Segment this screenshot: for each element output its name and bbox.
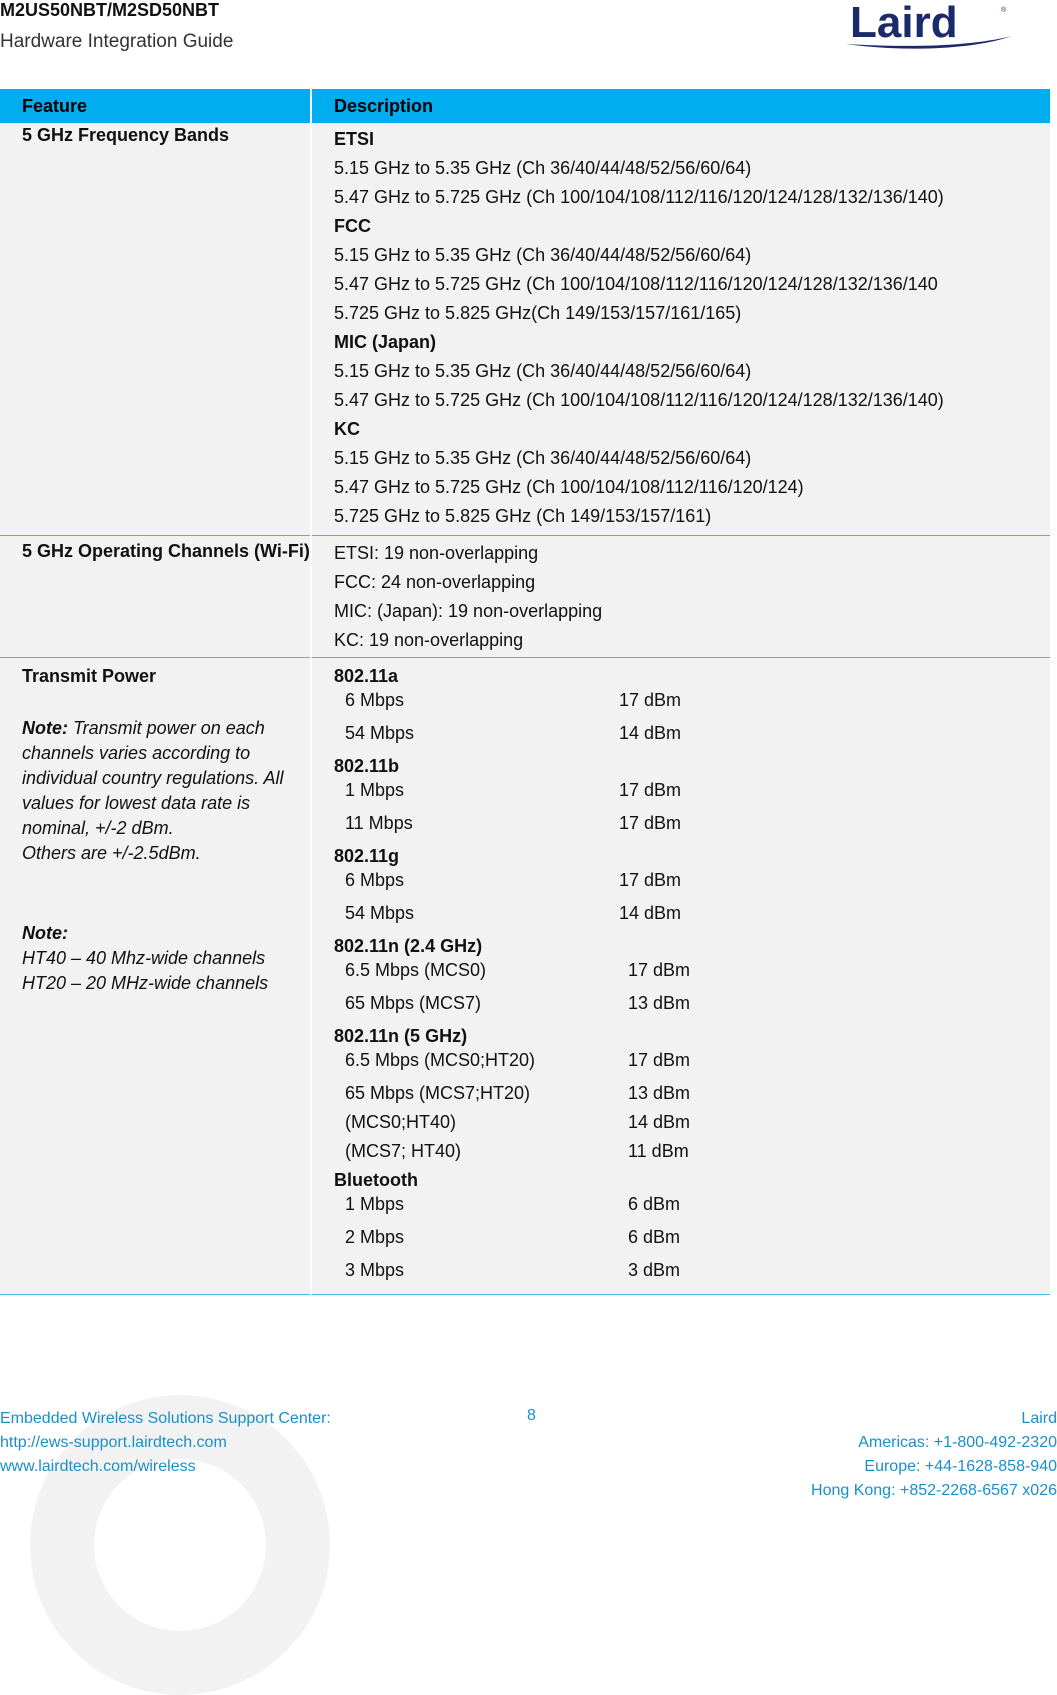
company-name: Laird (1021, 1410, 1057, 1427)
footer-left (0, 1407, 331, 1479)
mode-heading: Bluetooth (334, 1170, 418, 1190)
power-row (334, 1258, 1050, 1282)
note-text: Transmit power on each channels varies according to individual country regulations. All values for lowest data rate is nominal, +/-2 dBm. (22, 718, 284, 838)
feature-frequency-bands: 5 GHz Frequency Bands (0, 123, 311, 536)
power-row (334, 811, 1050, 835)
power-row (334, 1192, 1050, 1216)
operating-channel-list (334, 541, 1050, 652)
power-row (334, 901, 1050, 925)
power-row (334, 1139, 1050, 1163)
note-label: Note: (22, 718, 68, 738)
mode-heading: 802.11n (2.4 GHz) (334, 936, 483, 956)
doc-subtitle: Hardware Integration Guide (0, 31, 234, 52)
col-feature-header: Feature (0, 89, 311, 123)
power-row (334, 958, 1050, 982)
power-value: 6 dBm (628, 1194, 681, 1214)
feature-operating-channels: 5 GHz Operating Channels (Wi-Fi) (0, 536, 311, 658)
ht-note-label: Note: (22, 923, 68, 943)
page-number: 8 (527, 1407, 536, 1424)
band-line: 5.47 GHz to 5.725 GHz (Ch 100/104/108/112/116/120/124/128/132/136/140 (334, 274, 938, 294)
rate-label: 6.5 Mbps (MCS0;HT20) (345, 1050, 536, 1070)
power-row (334, 1081, 1050, 1105)
support-url-link[interactable]: http://ews-support.lairdtech.com (0, 1434, 227, 1451)
phone-americas: Americas: +1-800-492-2320 (858, 1434, 1057, 1451)
power-row (334, 688, 1050, 712)
band-line: 5.725 GHz to 5.825 GHz(Ch 149/153/157/161/165) (334, 303, 742, 323)
rate-label: 3 Mbps (345, 1260, 405, 1280)
mode-heading: 802.11n (5 GHz) (334, 1026, 468, 1046)
region-heading: FCC (334, 216, 371, 236)
power-row (334, 1110, 1050, 1134)
power-value: 6 dBm (628, 1227, 681, 1247)
row-operating-channels (0, 536, 1050, 658)
region-heading: MIC (Japan) (334, 332, 437, 352)
power-value: 11 dBm (628, 1141, 689, 1161)
rate-label: 2 Mbps (345, 1227, 405, 1247)
band-line: 5.47 GHz to 5.725 GHz (Ch 100/104/108/112/116/120/124) (334, 477, 804, 497)
power-value: 17 dBm (619, 870, 682, 890)
ht-note (22, 921, 310, 946)
rate-label: 6.5 Mbps (MCS0) (345, 960, 487, 980)
tolerance-note: Others are +/-2.5dBm. (22, 843, 201, 863)
power-value: 14 dBm (628, 1112, 691, 1132)
ht-note-line (22, 946, 310, 971)
channel-line: ETSI: 19 non-overlapping (334, 543, 539, 563)
ht-note-lines (22, 946, 310, 996)
power-value: 13 dBm (628, 1083, 691, 1103)
power-value: 17 dBm (619, 813, 682, 833)
region-heading: KC (334, 419, 360, 439)
support-center-label: Embedded Wireless Solutions Support Center: (0, 1410, 331, 1427)
band-line: 5.47 GHz to 5.725 GHz (Ch 100/104/108/112/116/120/124/128/132/136/140) (334, 187, 944, 207)
phone-hongkong: Hong Kong: +852-2268-6567 x026 (811, 1482, 1057, 1499)
rate-label: (MCS0;HT40) (345, 1112, 457, 1132)
laird-logo (842, 0, 1014, 56)
power-row (334, 991, 1050, 1015)
rate-label: 54 Mbps (345, 903, 415, 923)
mode-heading: 802.11b (334, 756, 400, 776)
band-line: 5.15 GHz to 5.35 GHz (Ch 36/40/44/48/52/56/60/64) (334, 158, 752, 178)
rate-label: 1 Mbps (345, 1194, 405, 1214)
rate-label: 6 Mbps (345, 690, 405, 710)
power-row (334, 1225, 1050, 1249)
channel-line: MIC: (Japan): 19 non-overlapping (334, 601, 603, 621)
power-value: 14 dBm (619, 903, 682, 923)
footer-right (811, 1407, 1057, 1503)
mode-heading: 802.11g (334, 846, 400, 866)
logo-text: Laird (850, 0, 958, 47)
feature-transmit-power: Transmit Power (22, 666, 157, 686)
rate-label: 6 Mbps (345, 870, 405, 890)
ht-note-line (22, 971, 310, 996)
power-value: 14 dBm (619, 723, 682, 743)
power-value: 17 dBm (619, 780, 682, 800)
phone-europe: Europe: +44-1628-858-940 (864, 1458, 1057, 1475)
rate-label: 1 Mbps (345, 780, 405, 800)
power-row (334, 868, 1050, 892)
band-line: 5.47 GHz to 5.725 GHz (Ch 100/104/108/112/116/120/124/128/132/136/140) (334, 390, 944, 410)
power-row (334, 1048, 1050, 1072)
power-row (334, 778, 1050, 802)
spec-table (0, 89, 1050, 1295)
row-frequency-bands (0, 123, 1050, 536)
rate-label: 65 Mbps (MCS7;HT20) (345, 1083, 531, 1103)
power-value: 17 dBm (619, 690, 682, 710)
band-line: 5.15 GHz to 5.35 GHz (Ch 36/40/44/48/52/56/60/64) (334, 245, 752, 265)
channel-line: FCC: 24 non-overlapping (334, 572, 536, 592)
rate-label: 11 Mbps (345, 813, 413, 833)
power-value: 3 dBm (628, 1260, 681, 1280)
website-link[interactable]: www.lairdtech.com/wireless (0, 1458, 196, 1475)
transmit-power-groups (334, 664, 1050, 1282)
doc-title: M2US50NBT/M2SD50NBT (0, 0, 220, 20)
band-line: 5.15 GHz to 5.35 GHz (Ch 36/40/44/48/52/56/60/64) (334, 448, 752, 468)
svg-text:®: ® (1001, 7, 1007, 14)
power-value: 17 dBm (628, 1050, 691, 1070)
power-row (334, 721, 1050, 745)
region-heading: ETSI (334, 129, 375, 149)
rate-label: (MCS7; HT40) (345, 1141, 462, 1161)
power-value: 13 dBm (628, 993, 691, 1013)
frequency-band-list (334, 127, 1050, 528)
power-value: 17 dBm (628, 960, 691, 980)
row-transmit-power (0, 658, 1050, 1295)
band-line: 5.15 GHz to 5.35 GHz (Ch 36/40/44/48/52/56/60/64) (334, 361, 752, 381)
rate-label: 65 Mbps (MCS7) (345, 993, 482, 1013)
mode-heading: 802.11a (334, 666, 399, 686)
rate-label: 54 Mbps (345, 723, 415, 743)
col-description-header: Description (311, 89, 1050, 123)
ht-note-text: HT40 – 40 Mhz-wide channels (22, 948, 266, 968)
band-line: 5.725 GHz to 5.825 GHz (Ch 149/153/157/161) (334, 506, 712, 526)
ht-note-text: HT20 – 20 MHz-wide channels (22, 973, 269, 993)
channel-line: KC: 19 non-overlapping (334, 630, 524, 650)
transmit-power-note (22, 716, 310, 841)
